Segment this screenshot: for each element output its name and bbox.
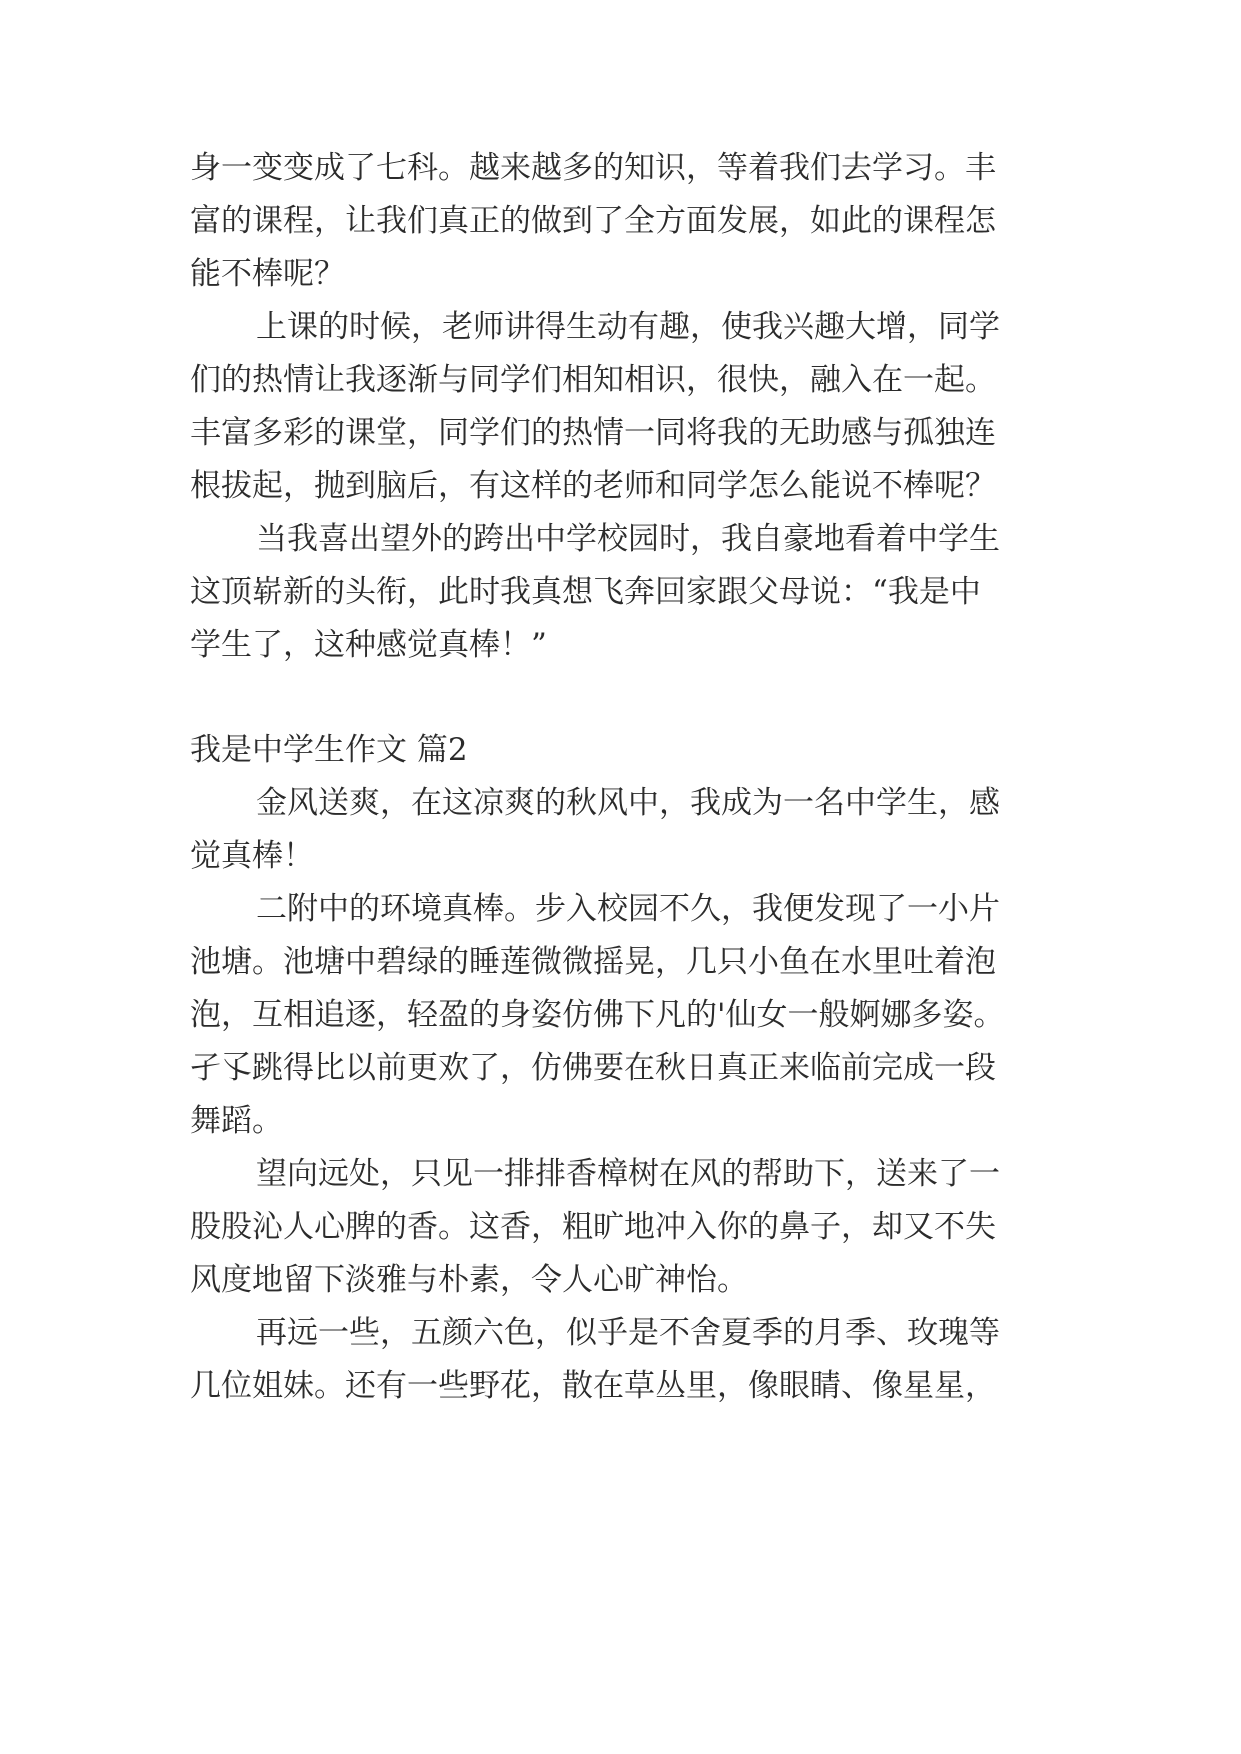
text-line: 能不棒呢？ (190, 256, 345, 292)
text-line: 当我喜出望外的跨出中学校园时，我自豪地看着中学生 (256, 521, 1000, 557)
text-line: 丰富多彩的课堂，同学们的热情一同将我的无助感与孤独连 (190, 415, 996, 451)
text-line: 金风送爽，在这凉爽的秋风中，我成为一名中学生，感 (256, 785, 1000, 821)
text-line: 股股沁人心脾的香。这香，粗旷地冲入你的鼻子，却又不失 (190, 1209, 996, 1245)
text-line: 这顶崭新的头衔，此时我真想飞奔回家跟父母说：“我是中 (190, 574, 981, 610)
text-line: 二附中的环境真棒。步入校园不久，我便发现了一小片 (256, 891, 1000, 927)
text-line: 泡，互相追逐，轻盈的身姿仿佛下凡的'仙女一般婀娜多姿。 (190, 997, 1005, 1033)
text-line: 学生了，这种感觉真棒！” (190, 627, 547, 663)
text-line: 池塘。池塘中碧绿的睡莲微微摇晃，几只小鱼在水里吐着泡 (190, 944, 996, 980)
text-line: 风度地留下淡雅与朴素，令人心旷神怡。 (190, 1262, 748, 1298)
text-line: 们的热情让我逐渐与同学们相知相识，很快，融入在一起。 (190, 362, 996, 398)
text-line: 望向远处，只见一排排香樟树在风的帮助下，送来了一 (256, 1156, 1000, 1192)
text-line: 身一变变成了七科。越来越多的知识，等着我们去学习。丰 (190, 150, 996, 186)
text-line: 觉真棒！ (190, 838, 314, 874)
text-line: 上课的时候，老师讲得生动有趣，使我兴趣大增，同学 (256, 309, 1000, 345)
text-line: 根拔起，抛到脑后，有这样的老师和同学怎么能说不棒呢？ (190, 468, 996, 504)
text-line: 富的课程，让我们真正的做到了全方面发展，如此的课程怎 (190, 203, 996, 239)
text-line: 孑孓跳得比以前更欢了，仿佛要在秋日真正来临前完成一段 (190, 1050, 996, 1086)
text-line: 几位姐妹。还有一些野花，散在草丛里，像眼睛、像星星， (190, 1368, 996, 1404)
section-heading: 我是中学生作文 篇2 (190, 732, 468, 768)
text-line: 再远一些，五颜六色，似乎是不舍夏季的月季、玫瑰等 (256, 1315, 1000, 1351)
text-line: 舞蹈。 (190, 1103, 283, 1139)
